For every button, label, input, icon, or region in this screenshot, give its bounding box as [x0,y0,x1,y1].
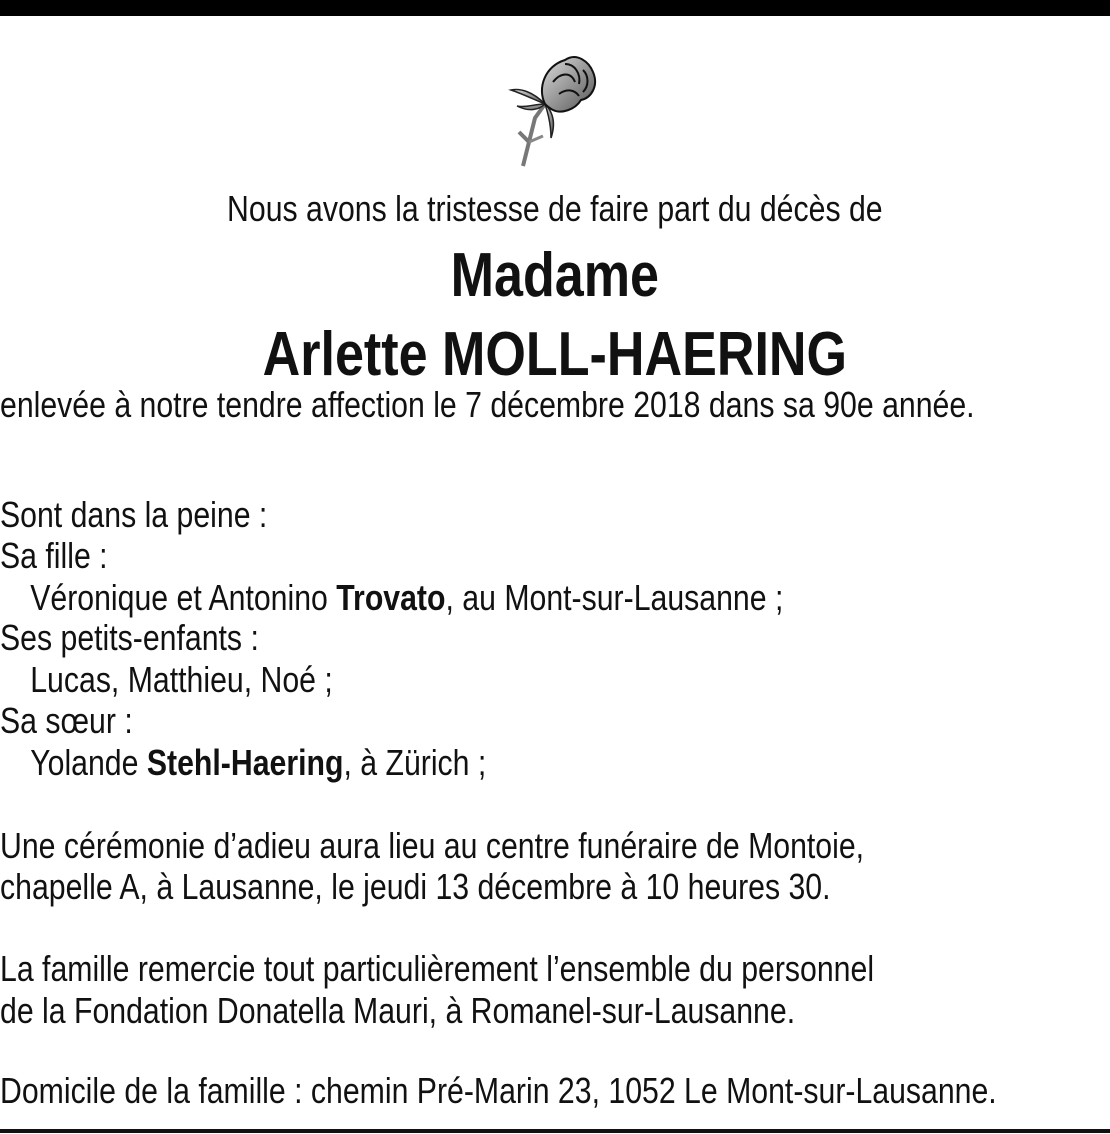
sister-surname: Stehl-Haering [146,742,344,783]
thanks-line-2: de la Fondation Donatella Mauri, à Romanel-sur-Lausanne. [0,990,796,1031]
daughter-surname: Trovato [336,577,446,618]
grandchildren-label: Ses petits-enfants : [0,617,259,658]
sister-name: Yolande [30,742,147,783]
mourners-heading: Sont dans la peine : [0,494,268,535]
daughter-entry [0,577,783,618]
ceremony-line-1: Une cérémonie d’adieu aura lieu au centre funéraire de Montoie, [0,825,865,866]
daughter-label: Sa fille : [0,535,108,576]
family-address: Domicile de la famille : chemin Pré-Marin 23, 1052 Le Mont-sur-Lausanne. [0,1070,997,1111]
intro-text: Nous avons la tristesse de faire part du décès de [227,188,883,229]
deceased-title: Madame [450,241,660,310]
daughter-location: , au Mont-sur-Lausanne ; [445,577,784,618]
death-line: enlevée à notre tendre affection le 7 décembre 2018 dans sa 90e année. [0,384,975,425]
sister-label: Sa sœur : [0,700,133,741]
bottom-border [0,1129,1110,1133]
thanks-line-1: La famille remercie tout particulièrement l’ensemble du personnel [0,948,875,989]
sister-entry [0,742,486,783]
daughter-names: Véronique et Antonino [30,577,337,618]
ceremony-line-2: chapelle A, à Lausanne, le jeudi 13 décembre à 10 heures 30. [0,866,831,907]
deceased-name: Arlette MOLL-HAERING [262,320,848,389]
sister-location: , à Zürich ; [343,742,487,783]
grandchildren-entry: Lucas, Matthieu, Noé ; [30,659,333,700]
